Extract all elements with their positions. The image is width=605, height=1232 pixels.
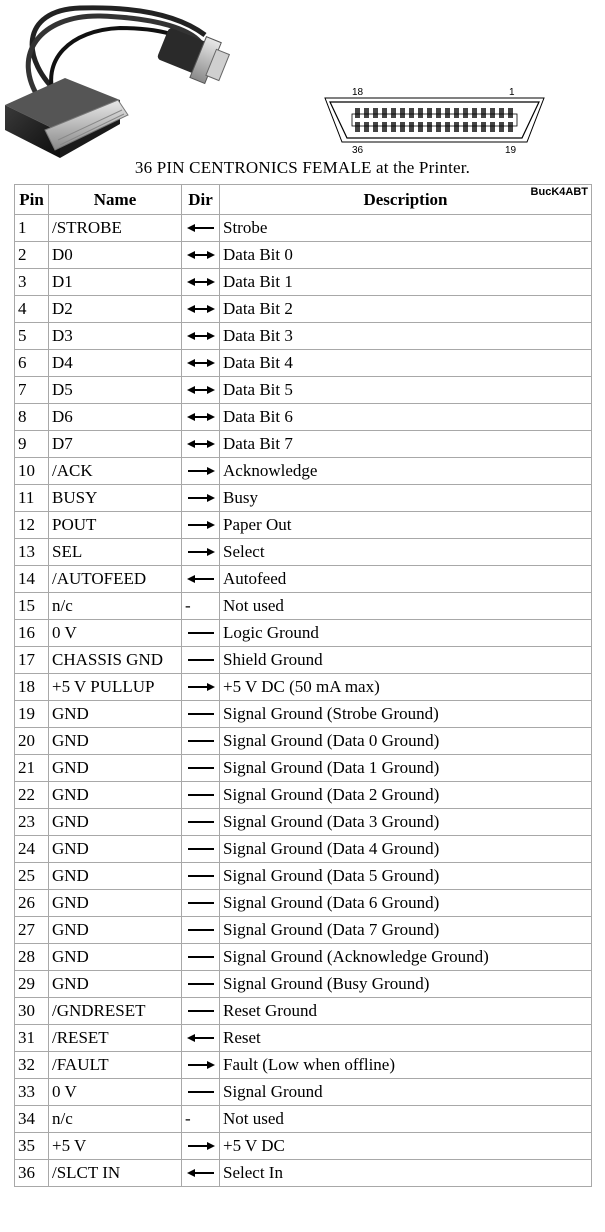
pin-number: 35 [15, 1133, 49, 1160]
pin-number: 8 [15, 404, 49, 431]
pin-number: 25 [15, 863, 49, 890]
pin-number: 6 [15, 350, 49, 377]
pin-description: Data Bit 1 [220, 269, 592, 296]
dir-cell [182, 1133, 220, 1160]
pin-number: 18 [15, 674, 49, 701]
pin-description: +5 V DC (50 mA max) [220, 674, 592, 701]
dir-cell [182, 836, 220, 863]
pin-description: Signal Ground (Data 5 Ground) [220, 863, 592, 890]
dir-cell [182, 242, 220, 269]
dir-cell [182, 377, 220, 404]
pin-number: 33 [15, 1079, 49, 1106]
no-direction-dash: - [185, 596, 191, 615]
pin-name: GND [49, 917, 182, 944]
pin-name: 0 V [49, 1079, 182, 1106]
pin-description: Autofeed [220, 566, 592, 593]
connector-label-1: 1 [509, 87, 515, 98]
pin-number: 1 [15, 215, 49, 242]
dir-cell [182, 539, 220, 566]
pin-number: 12 [15, 512, 49, 539]
connector-pin [472, 108, 477, 118]
connector-pin [490, 122, 495, 132]
pin-description: Signal Ground (Data 4 Ground) [220, 836, 592, 863]
connector-pin [355, 122, 360, 132]
arrow-right-icon [182, 547, 219, 557]
arrow-bidirectional-icon [182, 358, 219, 368]
pin-number: 22 [15, 782, 49, 809]
connector-pin [400, 122, 405, 132]
table-row [15, 890, 592, 917]
pin-description: Reset Ground [220, 998, 592, 1025]
diagram-caption: 36 PIN CENTRONICS FEMALE at the Printer. [134, 158, 471, 177]
pin-description: Data Bit 7 [220, 431, 592, 458]
table-row [15, 944, 592, 971]
dir-cell [182, 323, 220, 350]
ground-line-icon [182, 844, 219, 854]
arrow-right-icon [182, 493, 219, 503]
pin-name: /STROBE [49, 215, 182, 242]
ground-line-icon [182, 979, 219, 989]
table-row [15, 917, 592, 944]
table-row [15, 1160, 592, 1187]
arrow-right-icon [182, 1060, 219, 1070]
connector-label-36: 36 [352, 145, 364, 156]
pin-number: 32 [15, 1052, 49, 1079]
connector-pin [382, 122, 387, 132]
pin-description: Signal Ground (Strobe Ground) [220, 701, 592, 728]
connector-pin [418, 122, 423, 132]
connector-pin [391, 122, 396, 132]
arrow-bidirectional-icon [182, 385, 219, 395]
dir-cell [182, 890, 220, 917]
connector-pin [472, 122, 477, 132]
arrow-right-icon [182, 466, 219, 476]
dir-cell [182, 701, 220, 728]
table-row [15, 269, 592, 296]
ground-line-icon [182, 655, 219, 665]
pin-number: 5 [15, 323, 49, 350]
table-row [15, 728, 592, 755]
pin-name: GND [49, 755, 182, 782]
dir-cell [182, 998, 220, 1025]
pin-number: 26 [15, 890, 49, 917]
pin-description: Data Bit 2 [220, 296, 592, 323]
dir-cell [182, 1025, 220, 1052]
header-description [220, 185, 592, 215]
dir-cell [182, 863, 220, 890]
pin-description: Not used [220, 1106, 592, 1133]
pin-name: D7 [49, 431, 182, 458]
pin-description: Paper Out [220, 512, 592, 539]
arrow-bidirectional-icon [182, 304, 219, 314]
pin-description: Data Bit 3 [220, 323, 592, 350]
pin-description: Data Bit 5 [220, 377, 592, 404]
pin-name: D5 [49, 377, 182, 404]
table-row [15, 674, 592, 701]
connector-pin [499, 122, 504, 132]
header-description-label: Description [363, 189, 448, 209]
pin-description: Signal Ground (Acknowledge Ground) [220, 944, 592, 971]
ground-line-icon [182, 898, 219, 908]
dir-cell [182, 404, 220, 431]
arrow-left-icon [182, 1033, 219, 1043]
dir-cell [182, 512, 220, 539]
ground-line-icon [182, 790, 219, 800]
pin-number: 11 [15, 485, 49, 512]
connector-pin [463, 122, 468, 132]
dir-cell [182, 944, 220, 971]
pin-description: Acknowledge [220, 458, 592, 485]
pin-number: 16 [15, 620, 49, 647]
connector-pin [373, 122, 378, 132]
pin-description: Signal Ground [220, 1079, 592, 1106]
table-row [15, 593, 592, 620]
table-row [15, 323, 592, 350]
pin-number: 4 [15, 296, 49, 323]
connector-pin [436, 122, 441, 132]
pin-number: 23 [15, 809, 49, 836]
connector-pin [499, 108, 504, 118]
connector-pin [436, 108, 441, 118]
pin-name: GND [49, 782, 182, 809]
dir-cell [182, 350, 220, 377]
dir-cell [182, 620, 220, 647]
pin-number: 2 [15, 242, 49, 269]
ground-line-icon [182, 1087, 219, 1097]
arrow-bidirectional-icon [182, 412, 219, 422]
dir-cell [182, 782, 220, 809]
printer-cable-image [0, 0, 230, 160]
pin-description: Signal Ground (Data 7 Ground) [220, 917, 592, 944]
pin-name: D3 [49, 323, 182, 350]
pin-number: 17 [15, 647, 49, 674]
pin-description: Shield Ground [220, 647, 592, 674]
connector-pin [481, 108, 486, 118]
pin-number: 21 [15, 755, 49, 782]
connector-pin [463, 108, 468, 118]
arrow-right-icon [182, 1141, 219, 1151]
pin-description: Not used [220, 593, 592, 620]
dir-cell [182, 1079, 220, 1106]
pin-name: /FAULT [49, 1052, 182, 1079]
connector-pin [382, 108, 387, 118]
pin-name: +5 V [49, 1133, 182, 1160]
pin-name: GND [49, 701, 182, 728]
connector-pin [400, 108, 405, 118]
connector-pin [355, 108, 360, 118]
dir-cell [182, 755, 220, 782]
pin-description: Data Bit 4 [220, 350, 592, 377]
ground-line-icon [182, 817, 219, 827]
pin-description: Signal Ground (Data 1 Ground) [220, 755, 592, 782]
pin-description: Busy [220, 485, 592, 512]
pin-description: Data Bit 6 [220, 404, 592, 431]
pin-description: Strobe [220, 215, 592, 242]
table-row [15, 539, 592, 566]
author-tag: BucK4ABT [530, 186, 588, 198]
pin-number: 24 [15, 836, 49, 863]
pin-name: /GNDRESET [49, 998, 182, 1025]
connector-pin [445, 122, 450, 132]
pin-number: 36 [15, 1160, 49, 1187]
connector-pin [427, 122, 432, 132]
ground-line-icon [182, 628, 219, 638]
dir-cell [182, 1160, 220, 1187]
dir-cell [182, 1052, 220, 1079]
table-row [15, 458, 592, 485]
ground-line-icon [182, 763, 219, 773]
pin-name: D1 [49, 269, 182, 296]
header-pin: Pin [15, 185, 49, 215]
pin-name: GND [49, 863, 182, 890]
pin-name: GND [49, 836, 182, 863]
arrow-bidirectional-icon [182, 250, 219, 260]
table-row [15, 647, 592, 674]
connector-pin [454, 122, 459, 132]
pin-description: Fault (Low when offline) [220, 1052, 592, 1079]
table-row [15, 1025, 592, 1052]
pin-name: D0 [49, 242, 182, 269]
dir-cell [182, 971, 220, 998]
pin-number: 10 [15, 458, 49, 485]
table-row [15, 350, 592, 377]
pin-number: 13 [15, 539, 49, 566]
arrow-bidirectional-icon [182, 277, 219, 287]
dir-cell [182, 566, 220, 593]
pin-number: 3 [15, 269, 49, 296]
connector-pin [373, 108, 378, 118]
pin-description: +5 V DC [220, 1133, 592, 1160]
dir-cell [182, 458, 220, 485]
pin-name: D2 [49, 296, 182, 323]
table-row [15, 1079, 592, 1106]
table-row [15, 782, 592, 809]
pin-number: 29 [15, 971, 49, 998]
arrow-left-icon [182, 223, 219, 233]
pin-number: 9 [15, 431, 49, 458]
table-row [15, 377, 592, 404]
dir-cell [182, 1106, 220, 1133]
arrow-right-icon [182, 682, 219, 692]
ground-line-icon [182, 925, 219, 935]
table-header-row [15, 185, 592, 215]
ground-line-icon [182, 952, 219, 962]
pin-description: Signal Ground (Data 2 Ground) [220, 782, 592, 809]
pin-name: /SLCT IN [49, 1160, 182, 1187]
dir-cell [182, 269, 220, 296]
dir-cell [182, 728, 220, 755]
table-row [15, 998, 592, 1025]
table-row [15, 242, 592, 269]
arrow-bidirectional-icon [182, 331, 219, 341]
pin-description: Data Bit 0 [220, 242, 592, 269]
pin-number: 30 [15, 998, 49, 1025]
dir-cell [182, 431, 220, 458]
pin-description: Signal Ground (Data 6 Ground) [220, 890, 592, 917]
table-row [15, 836, 592, 863]
pin-name: D6 [49, 404, 182, 431]
pin-number: 31 [15, 1025, 49, 1052]
pin-number: 7 [15, 377, 49, 404]
pin-description: Signal Ground (Busy Ground) [220, 971, 592, 998]
pin-number: 28 [15, 944, 49, 971]
pin-name: BUSY [49, 485, 182, 512]
table-row [15, 485, 592, 512]
pin-name: n/c [49, 1106, 182, 1133]
table-row [15, 566, 592, 593]
arrow-bidirectional-icon [182, 439, 219, 449]
pin-name: GND [49, 890, 182, 917]
dir-cell [182, 647, 220, 674]
pin-name: POUT [49, 512, 182, 539]
dir-cell [182, 296, 220, 323]
pin-name: D4 [49, 350, 182, 377]
no-direction-dash: - [185, 1109, 191, 1128]
connector-pin [454, 108, 459, 118]
pin-name: /RESET [49, 1025, 182, 1052]
pin-name: /ACK [49, 458, 182, 485]
pin-name: n/c [49, 593, 182, 620]
dir-cell [182, 215, 220, 242]
connector-pin [508, 108, 513, 118]
dir-cell [182, 809, 220, 836]
pin-number: 34 [15, 1106, 49, 1133]
table-row [15, 863, 592, 890]
pin-number: 27 [15, 917, 49, 944]
pin-number: 15 [15, 593, 49, 620]
pin-description: Signal Ground (Data 0 Ground) [220, 728, 592, 755]
table-row [15, 971, 592, 998]
table-row [15, 755, 592, 782]
pinout-table [14, 184, 592, 1187]
dir-cell [182, 485, 220, 512]
arrow-left-icon [182, 574, 219, 584]
connector-pin [364, 108, 369, 118]
pin-name: GND [49, 971, 182, 998]
connector-pin [391, 108, 396, 118]
connector-pin [445, 108, 450, 118]
table-row [15, 404, 592, 431]
connector-label-18: 18 [352, 87, 364, 98]
pin-name: GND [49, 944, 182, 971]
arrow-right-icon [182, 520, 219, 530]
table-row [15, 215, 592, 242]
pin-name: SEL [49, 539, 182, 566]
header [0, 0, 605, 182]
pin-name: GND [49, 728, 182, 755]
pin-name: +5 V PULLUP [49, 674, 182, 701]
pin-description: Signal Ground (Data 3 Ground) [220, 809, 592, 836]
connector-pin [409, 108, 414, 118]
pin-number: 20 [15, 728, 49, 755]
arrow-left-icon [182, 1168, 219, 1178]
pin-number: 14 [15, 566, 49, 593]
connector-pin [418, 108, 423, 118]
ground-line-icon [182, 871, 219, 881]
centronics-connector-diagram [322, 84, 547, 156]
table-row [15, 1133, 592, 1160]
ground-line-icon [182, 736, 219, 746]
pin-name: 0 V [49, 620, 182, 647]
table-row [15, 701, 592, 728]
connector-pin [508, 122, 513, 132]
ground-line-icon [182, 1006, 219, 1016]
table-row [15, 512, 592, 539]
connector-pin [490, 108, 495, 118]
connector-pin [409, 122, 414, 132]
pin-description: Logic Ground [220, 620, 592, 647]
table-row [15, 431, 592, 458]
connector-pin [481, 122, 486, 132]
connector-pin [364, 122, 369, 132]
table-row [15, 620, 592, 647]
header-name: Name [49, 185, 182, 215]
pin-description: Select [220, 539, 592, 566]
table-row [15, 296, 592, 323]
pin-number: 19 [15, 701, 49, 728]
table-row [15, 809, 592, 836]
pin-description: Reset [220, 1025, 592, 1052]
pin-name: CHASSIS GND [49, 647, 182, 674]
pin-name: /AUTOFEED [49, 566, 182, 593]
table-row [15, 1052, 592, 1079]
ground-line-icon [182, 709, 219, 719]
pin-description: Select In [220, 1160, 592, 1187]
connector-pin [427, 108, 432, 118]
table-row [15, 1106, 592, 1133]
pin-name: GND [49, 809, 182, 836]
dir-cell [182, 674, 220, 701]
connector-label-19: 19 [505, 145, 517, 156]
dir-cell [182, 593, 220, 620]
dir-cell [182, 917, 220, 944]
header-dir: Dir [182, 185, 220, 215]
